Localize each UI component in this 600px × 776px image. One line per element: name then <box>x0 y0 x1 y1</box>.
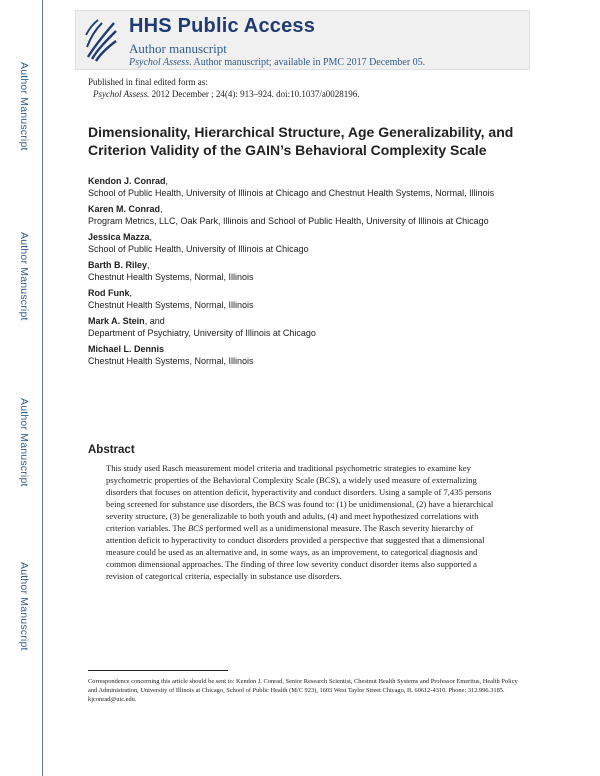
author-entry: Mark A. Stein, and Department of Psychiatry, University of Illinois at Chicago <box>88 316 316 338</box>
sidebar-label: Author Manuscript <box>18 62 30 151</box>
publication-info: Published in final edited form as: Psychol Assess. 2012 December ; 24(4): 913–924. doi:10.1037/a0028196. <box>88 77 360 99</box>
article-title: Dimensionality, Hierarchical Structure, Age Generalizability, and Criterion Validity of the GAIN’s Behavioral Complexity Scale <box>88 124 514 158</box>
sidebar-label: Author Manuscript <box>18 562 30 651</box>
availability-line: Psychol Assess. Author manuscript; available in PMC 2017 December 05. <box>129 57 426 68</box>
author-entry: Michael L. Dennis Chestnut Health Systems, Normal, Illinois <box>88 344 254 366</box>
sidebar-label: Author Manuscript <box>18 398 30 487</box>
hhs-eagle-logo-icon <box>84 17 118 63</box>
author-entry: Jessica Mazza, School of Public Health, University of Illinois at Chicago <box>88 232 309 254</box>
hhs-header <box>75 10 530 70</box>
author-list <box>88 176 528 372</box>
author-entry: Kendon J. Conrad, School of Public Health, University of Illinois at Chicago and Chestnut Health Systems, Normal, Illinois <box>88 176 495 198</box>
abstract-body: This study used Rasch measurement model criteria and traditional psychometric strategies to examine key psychometric properties of the Behavioral Complexity Scale (BCS), a widely used measure of externalizing disorders that focuses on attention deficit, hyperactivity and conduct disorders. Using a sample of 7,435 persons being screened for substance use disorders, the BCS was found to: (1) be unidimensional, (2) have a hierarchical severity structure, (3) be generalizable to both youth and adults, (4) and meet hypothesized correlations with criterion variables. The BCS performed well as a unidimensional measure. The Rasch severity hierarchy of attention deficit to hyperactivity to conduct disorders provided a perspective that suggested that a dimensional measure could be used as an alternative and, in some ways, as an improvement, to categorical diagnosis and common dimensional approaches. The finding of three low severity conduct disorder items also supported a revision of categorical criteria, especially in substance use disorders. <box>106 463 494 581</box>
hhs-title: HHS Public Access <box>129 15 316 37</box>
abstract-heading: Abstract <box>88 444 135 456</box>
manuscript-label: Author manuscript <box>129 41 227 56</box>
sidebar-label: Author Manuscript <box>18 232 30 321</box>
author-entry: Barth B. Riley, Chestnut Health Systems, Normal, Illinois <box>88 260 254 282</box>
sidebar-divider <box>42 0 43 776</box>
footnote-divider <box>88 670 228 671</box>
correspondence-footnote: Correspondence concerning this article should be sent to: Kendon J. Conrad, Senior Research Scientist, Chestnut Health Systems and Professor Emeritus, Health Policy and Administration, University of Illinois at Chicago, School of Public Health (M/C 923), 1603 West Taylor Street Chicago, IL 60612-4310. Phone: 312.996.3185. kjconrad@uic.edu. <box>88 678 518 703</box>
author-entry: Rod Funk, Chestnut Health Systems, Normal, Illinois <box>88 288 254 310</box>
author-entry: Karen M. Conrad, Program Metrics, LLC, Oak Park, Illinois and School of Public Health, University of Illinois at Chicago <box>88 204 489 226</box>
